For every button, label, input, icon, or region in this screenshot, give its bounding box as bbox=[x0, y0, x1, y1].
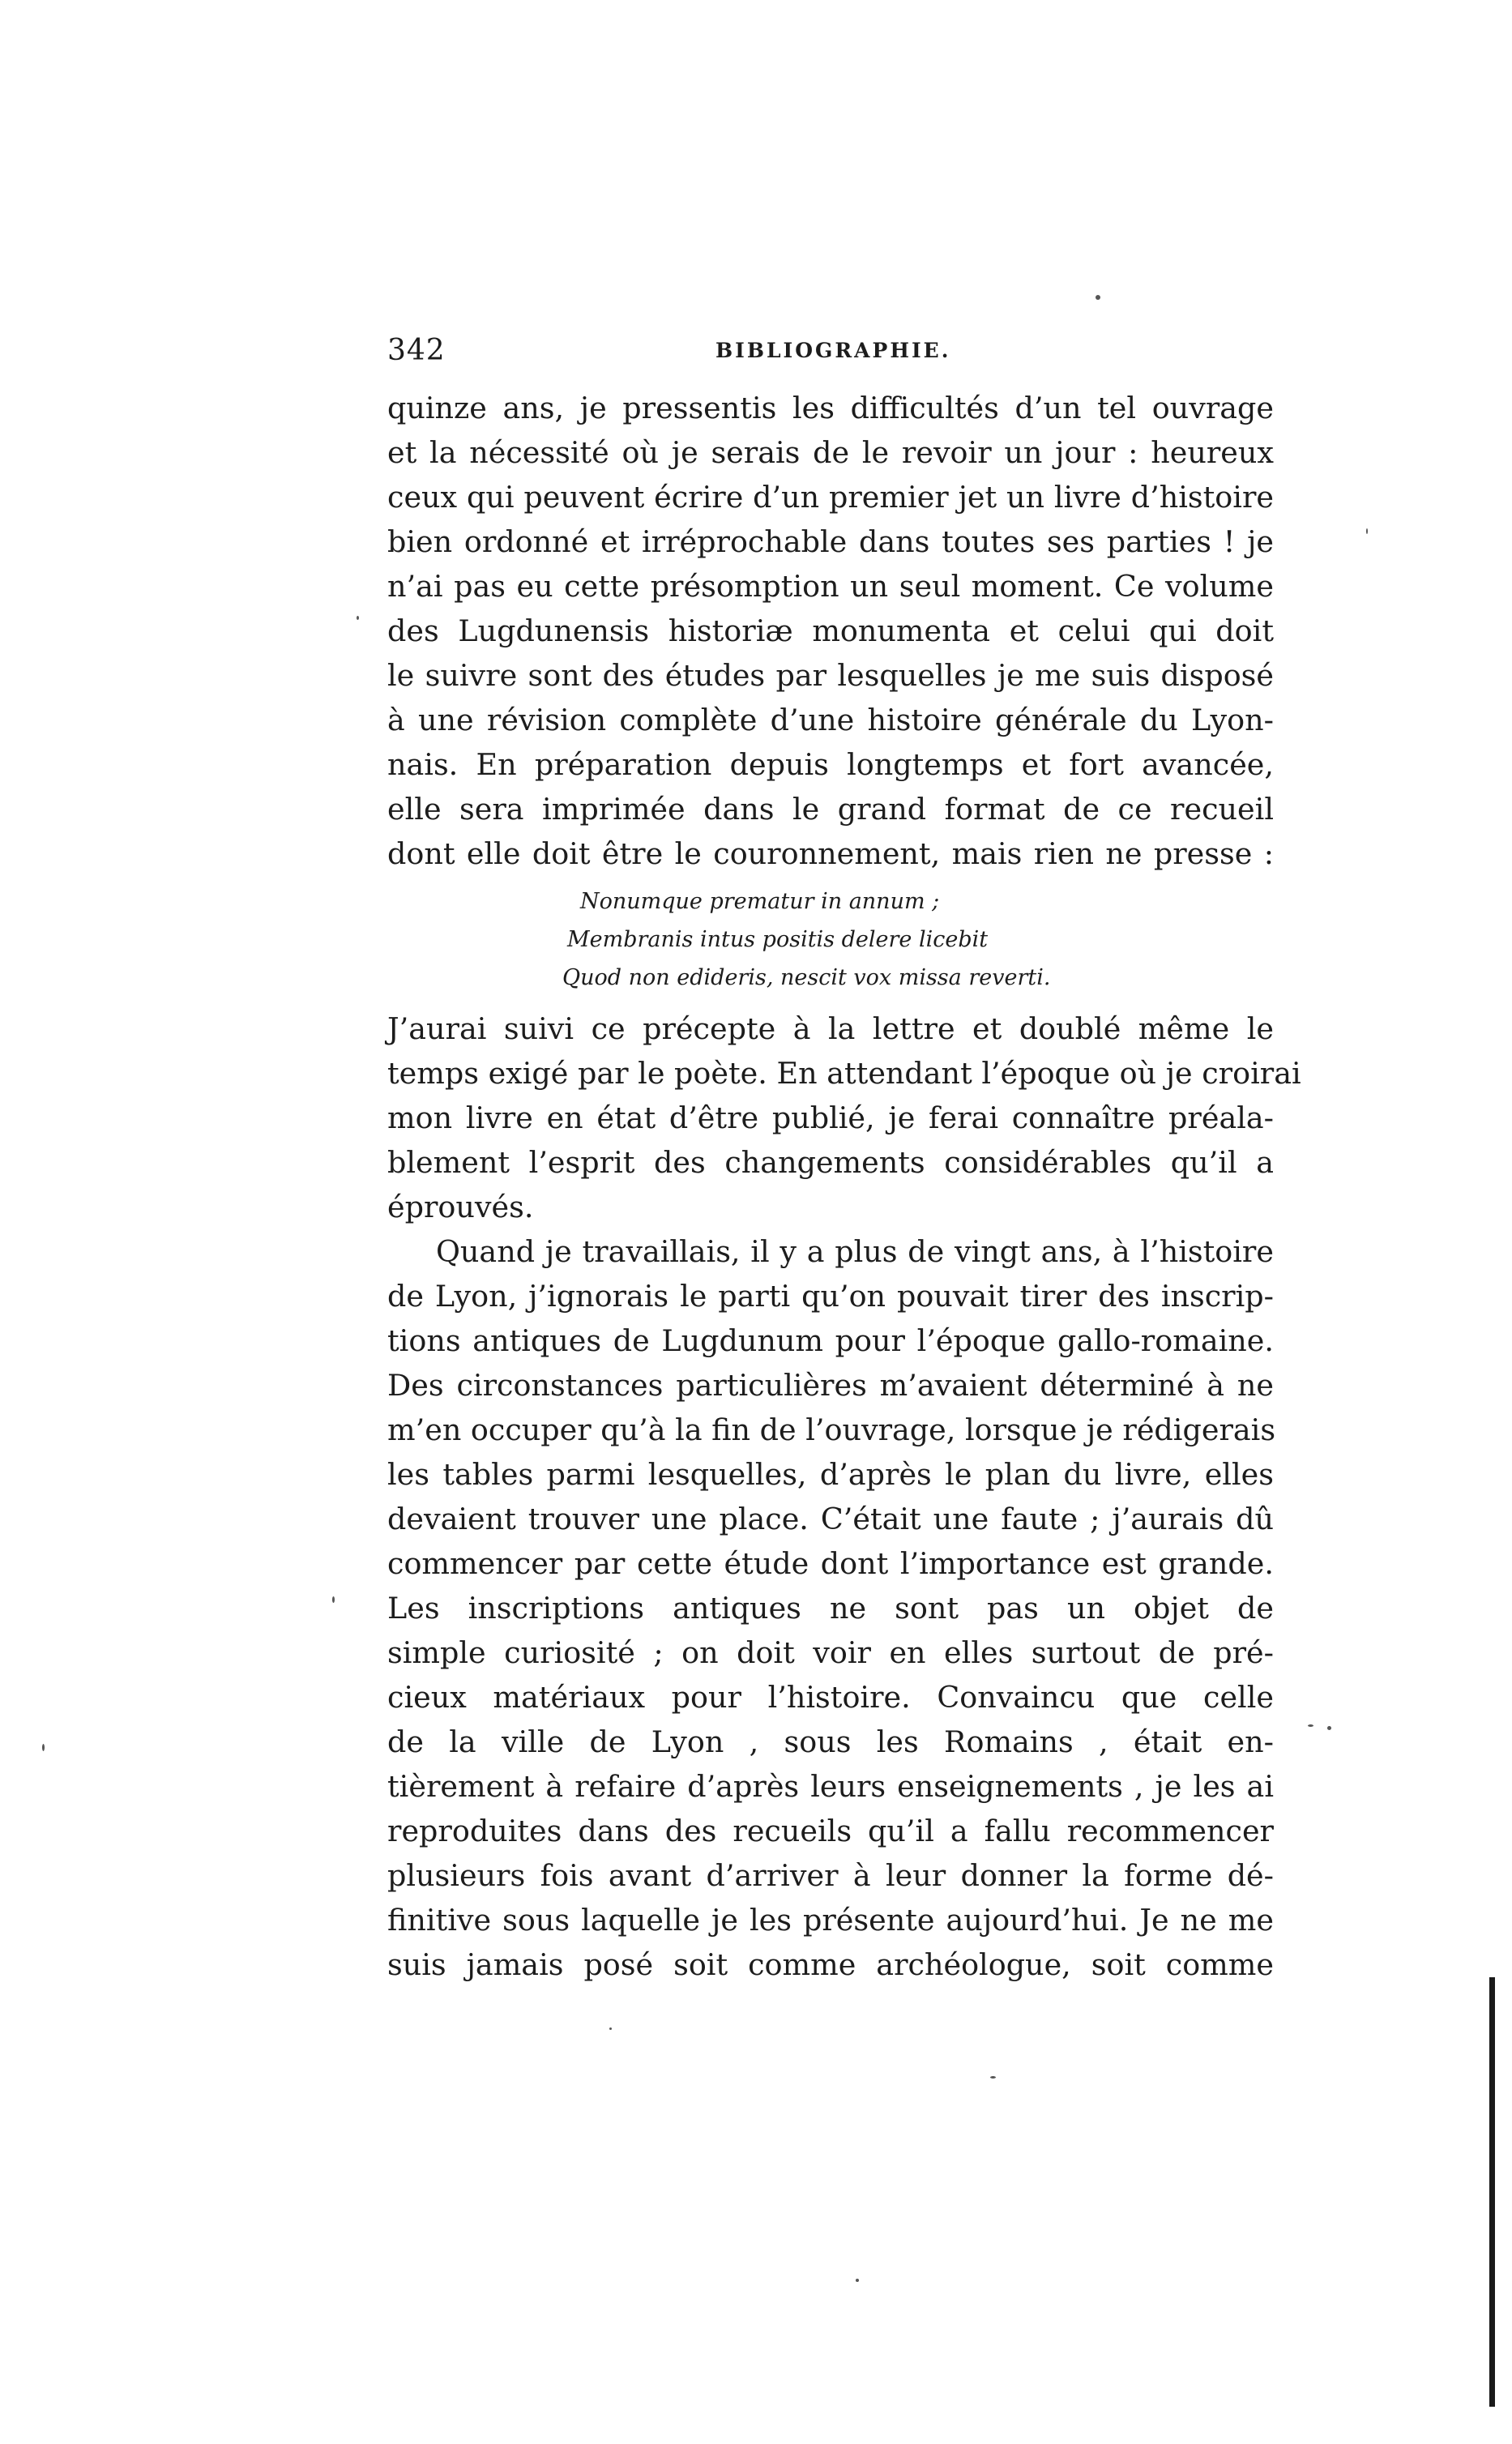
text-line: des Lugdunensis historiæ monumenta et celui qui doit bbox=[387, 613, 1274, 648]
text-line: commencer par cette étude dont l’importance est grande. bbox=[387, 1546, 1274, 1581]
scan-speck bbox=[357, 616, 359, 620]
text-line: simple curiosité ; on doit voir en elles surtout de pré- bbox=[387, 1635, 1274, 1670]
paragraph-3 bbox=[387, 1229, 1274, 1987]
text-line: de la ville de Lyon , sous les Romains , était en- bbox=[387, 1724, 1274, 1759]
text-line: et la nécessité où je serais de le revoir un jour : heureux bbox=[387, 435, 1274, 470]
text-line: ceux qui peuvent écrire d’un premier jet un livre d’histoire bbox=[387, 480, 1274, 515]
text-line: Quand je travaillais, il y a plus de vingt ans, à l’histoire bbox=[436, 1234, 1274, 1269]
scan-speck bbox=[42, 1744, 45, 1751]
text-line: devaient trouver une place. C’était une faute ; j’aurais dû bbox=[387, 1502, 1274, 1536]
scan-speck bbox=[609, 2027, 612, 2030]
text-line: nais. En préparation depuis longtemps et fort avancée, bbox=[387, 747, 1274, 782]
scan-margin-bar bbox=[1489, 1977, 1495, 2407]
text-line: m’en occuper qu’à la fin de l’ouvrage, lorsque je rédigerais bbox=[387, 1412, 1276, 1447]
text-line: tions antiques de Lugdunum pour l’époque gallo-romaine. bbox=[387, 1323, 1274, 1358]
body-text bbox=[387, 386, 1301, 1987]
verse-quotation bbox=[387, 882, 1274, 997]
paragraph-1 bbox=[387, 386, 1274, 876]
text-line: reproduites dans des recueils qu’il a fallu recommencer bbox=[387, 1814, 1274, 1848]
scan-speck bbox=[1366, 528, 1368, 534]
text-line: Des circonstances particulières m’avaient déterminé à ne bbox=[387, 1368, 1274, 1403]
page-number: 342 bbox=[387, 334, 446, 367]
text-line: finitive sous laquelle je les présente aujourd’hui. Je ne me bbox=[387, 1903, 1274, 1938]
verse-line: Quod non edideris, nescit vox missa reverti. bbox=[562, 965, 1051, 990]
text-line: dont elle doit être le couronnement, mais rien ne presse : bbox=[387, 836, 1274, 871]
text-line: tièrement à refaire d’après leurs enseignements , je les ai bbox=[387, 1769, 1274, 1804]
verse-line: Membranis intus positis delere licebit bbox=[567, 927, 989, 952]
text-line: mon livre en état d’être publié, je ferai connaître préala- bbox=[387, 1100, 1274, 1135]
running-head: BIBLIOGRAPHIE. bbox=[715, 339, 951, 362]
scan-speck bbox=[990, 2076, 996, 2079]
text-line: J’aurai suivi ce précepte à la lettre et doublé même le bbox=[387, 1011, 1274, 1046]
scan-speck bbox=[856, 2279, 859, 2282]
scan-speck bbox=[332, 1596, 335, 1603]
paragraph-2 bbox=[387, 1006, 1301, 1229]
text-line: de Lyon, j’ignorais le parti qu’on pouvait tirer des inscrip- bbox=[387, 1279, 1274, 1314]
text-line: n’ai pas eu cette présomption un seul moment. Ce volume bbox=[387, 569, 1274, 604]
text-line: suis jamais posé soit comme archéologue, soit comme bbox=[387, 1947, 1274, 1982]
text-line: Les inscriptions antiques ne sont pas un objet de bbox=[387, 1591, 1274, 1626]
text-line: cieux matériaux pour l’histoire. Convaincu que celle bbox=[387, 1680, 1274, 1715]
text-line: plusieurs fois avant d’arriver à leur donner la forme dé- bbox=[387, 1858, 1274, 1893]
text-line: bien ordonné et irréprochable dans toutes ses parties ! je bbox=[387, 524, 1274, 559]
page-header bbox=[387, 334, 1279, 370]
verse-line: Nonumque prematur in annum ; bbox=[580, 889, 940, 914]
scan-speck bbox=[1096, 295, 1100, 300]
text-line: quinze ans, je pressentis les difficultés d’un tel ouvrage bbox=[387, 391, 1274, 425]
text-line: les tables parmi lesquelles, d’après le plan du livre, elles bbox=[387, 1457, 1274, 1492]
scan-speck bbox=[1308, 1724, 1313, 1727]
text-line: à une révision complète d’une histoire générale du Lyon- bbox=[387, 703, 1274, 737]
scan-speck bbox=[1327, 1726, 1331, 1730]
text-line: blement l’esprit des changements considérables qu’il a bbox=[387, 1145, 1274, 1180]
text-line: temps exigé par le poète. En attendant l’époque où je croirai bbox=[387, 1056, 1301, 1091]
text-line: elle sera imprimée dans le grand format de ce recueil bbox=[387, 792, 1274, 827]
text-line: éprouvés. bbox=[387, 1190, 534, 1224]
text-line: le suivre sont des études par lesquelles je me suis disposé bbox=[387, 658, 1274, 693]
